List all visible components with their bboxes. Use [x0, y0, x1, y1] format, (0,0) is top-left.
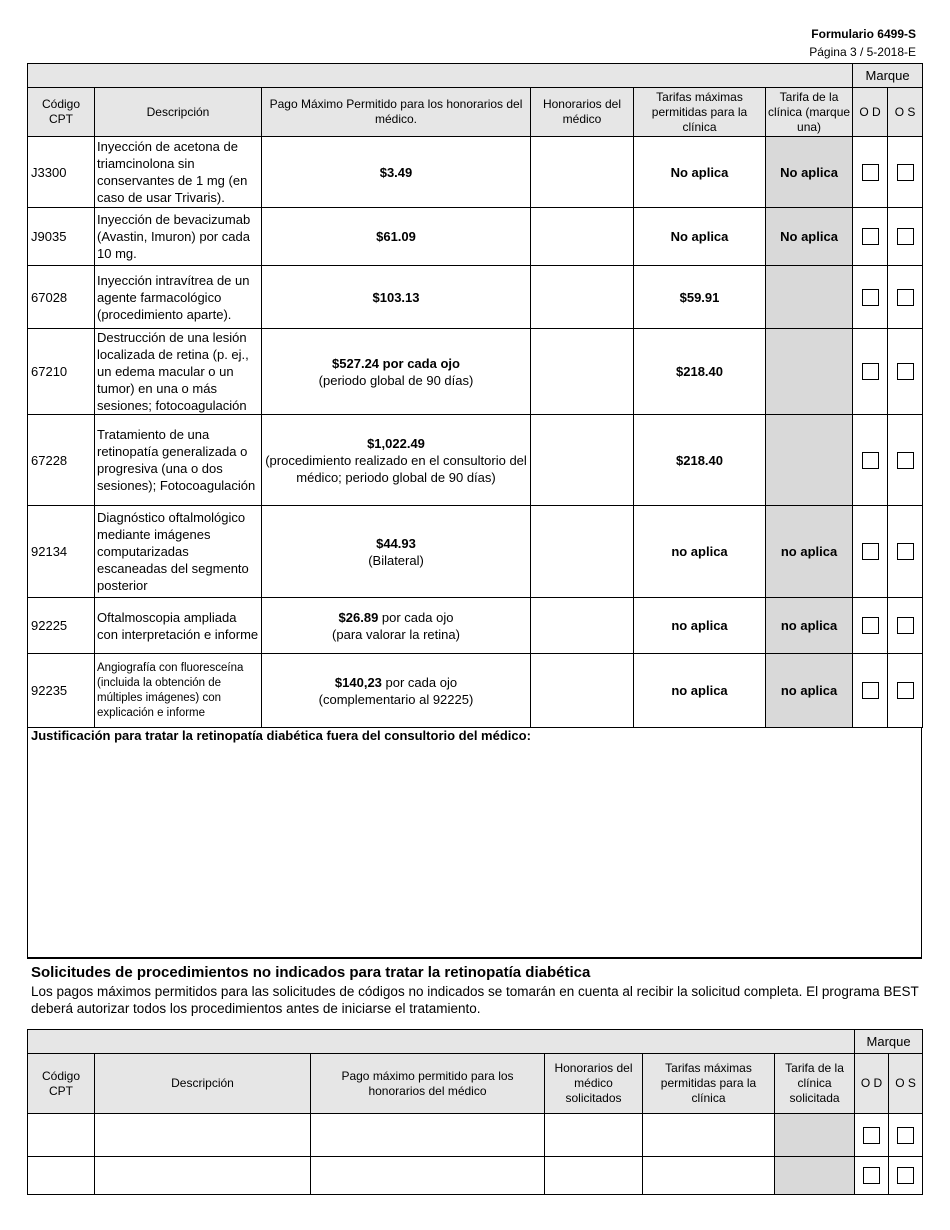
od-checkbox[interactable]	[862, 228, 879, 245]
col-physician-fees: Honorarios del médico	[531, 88, 634, 137]
table-row	[28, 654, 923, 728]
payment-amount: $61.09	[376, 229, 416, 244]
payment-amount: $103.13	[372, 289, 420, 305]
procedure-description: Destrucción de una lesión localizada de retina (p. ej., un edema macular o un tumor) en una o más sesiones; fotocoagulación	[95, 329, 262, 415]
payment-amount: $1,022.49	[367, 435, 425, 451]
col-physician-fees: Honorarios del médico solicitados	[545, 1054, 643, 1114]
procedure-description: Inyección intravítrea de un agente farmacológico (procedimiento aparte).	[95, 266, 262, 329]
payment-amount: $3.49	[379, 164, 413, 180]
max-payment	[262, 506, 531, 598]
procedure-description: Oftalmoscopia ampliada con interpretación e informe	[95, 598, 262, 654]
os-checkbox[interactable]	[897, 289, 914, 306]
col-code-cpt: Código CPT	[28, 88, 95, 137]
procedure-description: Inyección de acetona de triamcinolona sin conservantes de 1 mg (en caso de usar Trivaris).	[95, 137, 262, 208]
description-input[interactable]	[95, 1157, 311, 1195]
max-payment	[262, 137, 531, 208]
clinic-max-fee: $59.91	[634, 266, 766, 329]
clinic-rate	[766, 329, 853, 415]
physician-fees-input[interactable]	[531, 506, 634, 598]
col-clinic-max: Tarifas máximas permitidas para la clínica	[634, 88, 766, 137]
cpt-code-input[interactable]	[28, 1114, 95, 1157]
other-procedures-table	[27, 1029, 923, 1195]
clinic-max-fee: no aplica	[634, 598, 766, 654]
od-checkbox[interactable]	[862, 543, 879, 560]
description-input[interactable]	[95, 1114, 311, 1157]
cpt-code-input[interactable]	[28, 1157, 95, 1195]
os-checkbox[interactable]	[897, 617, 914, 634]
os-checkbox[interactable]	[897, 363, 914, 380]
form-number: Formulario 6499-S	[811, 27, 916, 41]
os-checkbox[interactable]	[897, 1127, 914, 1144]
col-os: O S	[889, 1054, 923, 1114]
od-checkbox[interactable]	[862, 164, 879, 181]
payment-note: (procedimiento realizado en el consultorio del médico; periodo global de 90 días)	[265, 452, 527, 485]
max-payment	[262, 266, 531, 329]
justification-field[interactable]	[27, 727, 922, 959]
procedure-description: Tratamiento de una retinopatía generalizada o progresiva (una o dos sesiones); Fotocoagulación	[95, 415, 262, 506]
payment-note: (periodo global de 90 días)	[318, 372, 474, 388]
payment-note: (para valorar la retina)	[332, 626, 460, 642]
marque-header-row	[28, 1030, 923, 1054]
od-checkbox[interactable]	[863, 1167, 880, 1184]
max-payment	[262, 329, 531, 415]
clinic-rate: no aplica	[766, 654, 853, 728]
clinic-max-fee: no aplica	[634, 654, 766, 728]
physician-fees-input[interactable]	[531, 329, 634, 415]
cpt-code: 67228	[28, 415, 95, 506]
od-checkbox[interactable]	[862, 617, 879, 634]
col-code-cpt: Código CPT	[28, 1054, 95, 1114]
physician-fees-input[interactable]	[531, 137, 634, 208]
col-clinic-rate: Tarifa de la clínica solicitada	[775, 1054, 855, 1114]
physician-fees-input[interactable]	[545, 1157, 643, 1195]
cpt-code: 92134	[28, 506, 95, 598]
retinopathy-procedures-table	[27, 63, 923, 728]
table-row	[28, 598, 923, 654]
marque-label: Marque	[853, 64, 923, 88]
payment-amount: $44.93	[376, 535, 416, 551]
procedure-description: Inyección de bevacizumab (Avastin, Imuron) por cada 10 mg.	[95, 208, 262, 266]
col-od: O D	[855, 1054, 889, 1114]
table-row	[28, 137, 923, 208]
col-description: Descripción	[95, 88, 262, 137]
clinic-max-input[interactable]	[643, 1157, 775, 1195]
os-checkbox[interactable]	[897, 228, 914, 245]
clinic-rate	[766, 266, 853, 329]
table-row	[28, 1114, 923, 1157]
clinic-max-input[interactable]	[643, 1114, 775, 1157]
max-payment	[262, 598, 531, 654]
col-os: O S	[888, 88, 923, 137]
cpt-code: 67028	[28, 266, 95, 329]
clinic-max-fee: no aplica	[634, 506, 766, 598]
max-payment-input[interactable]	[311, 1157, 545, 1195]
clinic-rate-input[interactable]	[775, 1114, 855, 1157]
od-checkbox[interactable]	[863, 1127, 880, 1144]
od-checkbox[interactable]	[862, 289, 879, 306]
physician-fees-input[interactable]	[531, 654, 634, 728]
justification-label: Justificación para tratar la retinopatía diabética fuera del consultorio del médico:	[31, 728, 531, 743]
payment-note: (Bilateral)	[368, 552, 424, 568]
payment-amount: $26.89	[338, 609, 379, 625]
max-payment	[262, 654, 531, 728]
col-clinic-rate: Tarifa de la clínica (marque una)	[766, 88, 853, 137]
page-info: Página 3 / 5-2018-E	[809, 45, 916, 59]
payment-suffix: por cada ojo	[378, 609, 454, 625]
clinic-rate-input[interactable]	[775, 1157, 855, 1195]
clinic-max-fee: No aplica	[634, 137, 766, 208]
max-payment	[262, 208, 531, 266]
clinic-rate: No aplica	[766, 137, 853, 208]
os-checkbox[interactable]	[897, 164, 914, 181]
payment-suffix: por cada ojo	[381, 674, 458, 690]
marque-header-row	[28, 64, 923, 88]
od-checkbox[interactable]	[862, 682, 879, 699]
column-header-row	[28, 1054, 923, 1114]
cpt-code: 67210	[28, 329, 95, 415]
clinic-rate: no aplica	[766, 506, 853, 598]
procedure-description: Diagnóstico oftalmológico mediante imágenes computarizadas escaneadas del segmento posterior	[95, 506, 262, 598]
table-row	[28, 208, 923, 266]
clinic-rate: no aplica	[766, 598, 853, 654]
clinic-rate: No aplica	[766, 208, 853, 266]
clinic-max-fee: $218.40	[634, 415, 766, 506]
section-title: Solicitudes de procedimientos no indicados para tratar la retinopatía diabética	[31, 964, 591, 981]
cpt-code: 92235	[28, 654, 95, 728]
physician-fees-input[interactable]	[545, 1114, 643, 1157]
physician-fees-input[interactable]	[531, 598, 634, 654]
os-checkbox[interactable]	[897, 1167, 914, 1184]
os-checkbox[interactable]	[897, 543, 914, 560]
cpt-code: J3300	[28, 137, 95, 208]
physician-fees-input[interactable]	[531, 415, 634, 506]
procedure-description: Angiografía con fluoresceína (incluida la obtención de múltiples imágenes) con explicación e informe	[95, 654, 262, 728]
os-checkbox[interactable]	[897, 682, 914, 699]
col-od: O D	[853, 88, 888, 137]
col-clinic-max: Tarifas máximas permitidas para la clínica	[643, 1054, 775, 1114]
clinic-rate	[766, 415, 853, 506]
col-max-payment: Pago Máximo Permitido para los honorarios del médico.	[262, 88, 531, 137]
table-row	[28, 415, 923, 506]
os-checkbox[interactable]	[897, 452, 914, 469]
od-checkbox[interactable]	[862, 363, 879, 380]
marque-label: Marque	[855, 1030, 923, 1054]
table-row	[28, 266, 923, 329]
section-description: Los pagos máximos permitidos para las solicitudes de códigos no indicados se tomarán en cuenta al recibir la solicitud completa. El programa BEST deberá autorizar todos los procedimientos antes de iniciarse el tratamiento.	[31, 984, 919, 1016]
table-row	[28, 329, 923, 415]
clinic-max-fee: No aplica	[634, 208, 766, 266]
od-checkbox[interactable]	[862, 452, 879, 469]
max-payment-input[interactable]	[311, 1114, 545, 1157]
payment-note: (complementario al 92225)	[318, 691, 474, 707]
max-payment	[262, 415, 531, 506]
physician-fees-input[interactable]	[531, 266, 634, 329]
cpt-code: 92225	[28, 598, 95, 654]
payment-amount: $527.24 por cada ojo	[332, 355, 460, 371]
cpt-code: J9035	[28, 208, 95, 266]
clinic-max-fee: $218.40	[634, 329, 766, 415]
payment-amount: $140,23	[334, 674, 382, 690]
col-description: Descripción	[95, 1054, 311, 1114]
physician-fees-input[interactable]	[531, 208, 634, 266]
column-header-row	[28, 88, 923, 137]
table-row	[28, 506, 923, 598]
col-max-payment: Pago máximo permitido para los honorarios del médico	[311, 1054, 545, 1114]
table-row	[28, 1157, 923, 1195]
